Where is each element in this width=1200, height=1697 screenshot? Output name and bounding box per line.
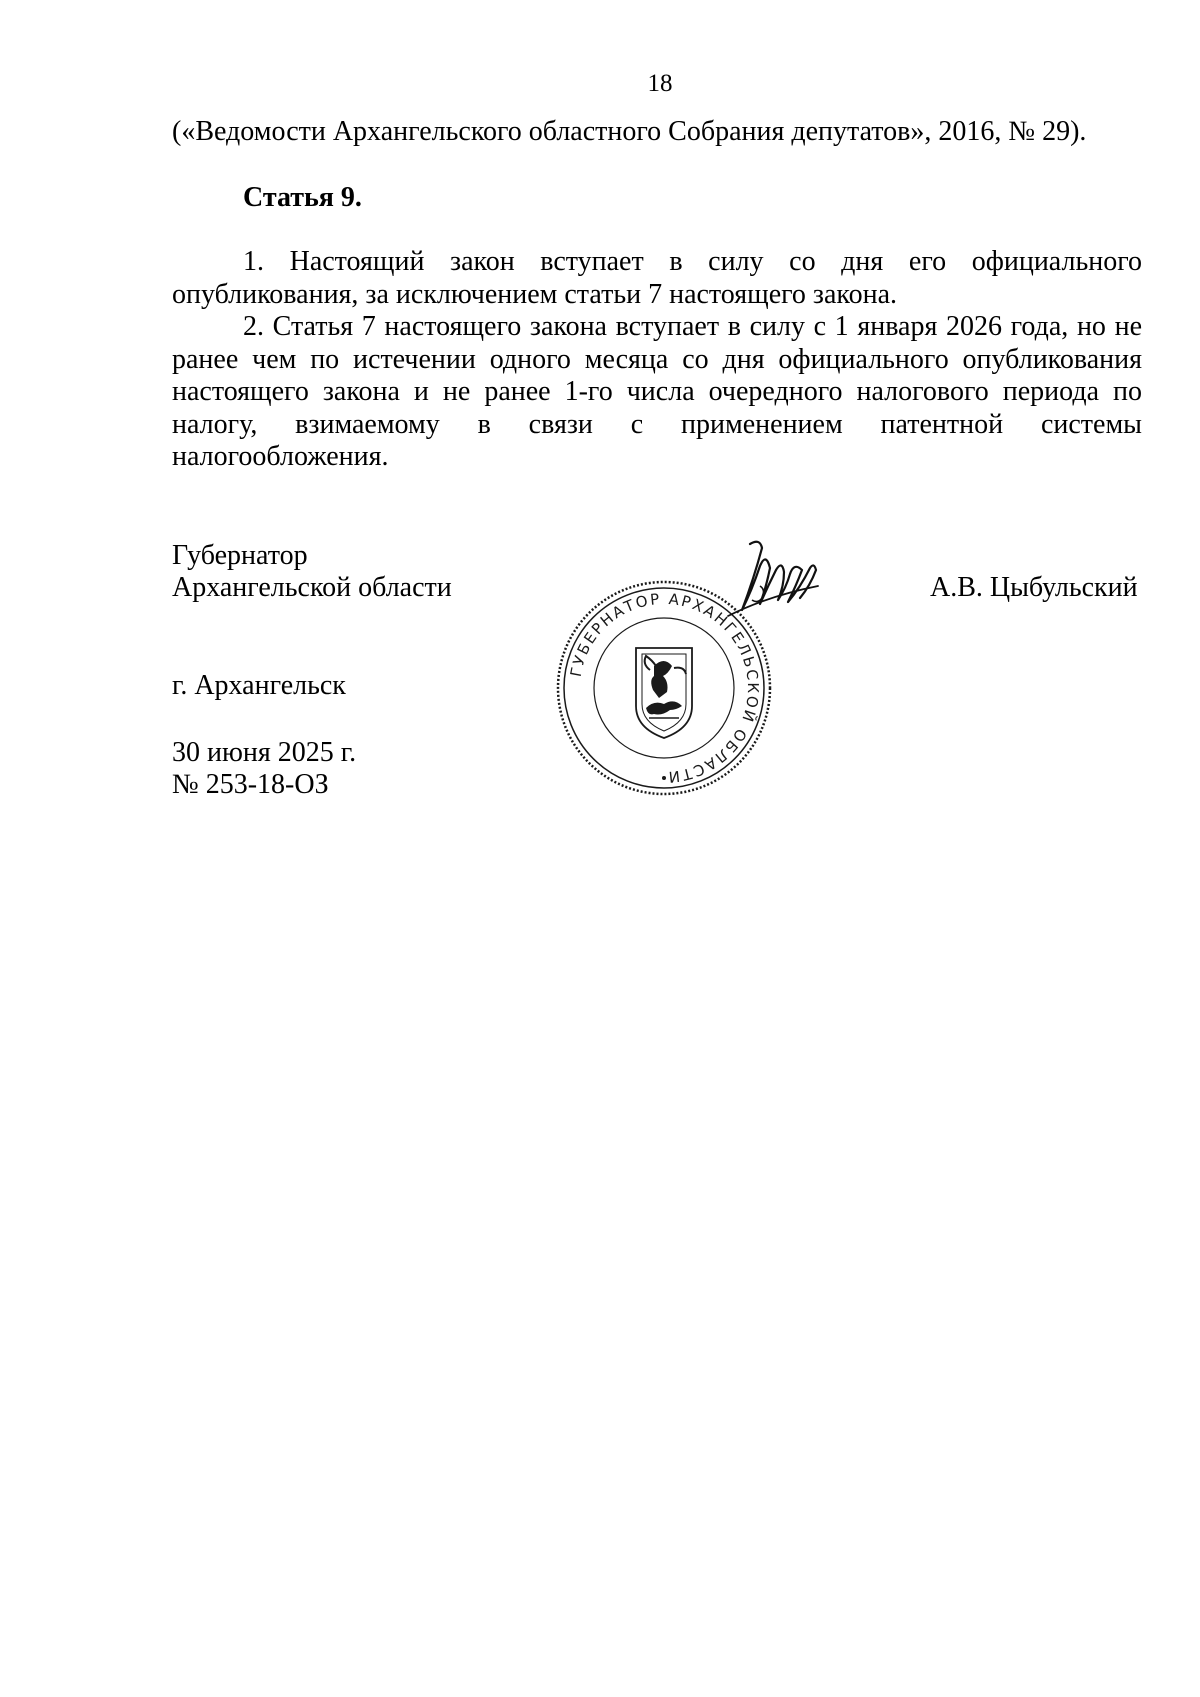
place-of-signing: г. Архангельск bbox=[172, 670, 346, 701]
date-and-number bbox=[172, 737, 356, 801]
article-heading: Статья 9. bbox=[243, 182, 362, 213]
seal-text: ГУБЕРНАТОР АРХАНГЕЛЬСКОЙ ОБЛАСТИ bbox=[566, 589, 763, 787]
paragraph-1: 1. Настоящий закон вступает в силу со дня его официального опубликования, за исключением статьи 7 настоящего закона. bbox=[172, 246, 1142, 310]
page-number: 18 bbox=[647, 70, 673, 97]
signing-date: 30 июня 2025 г. bbox=[172, 737, 357, 768]
source-citation: («Ведомости Архангельского областного Собрания депутатов», 2016, № 29). bbox=[172, 116, 1087, 147]
law-number: № 253-18-ОЗ bbox=[172, 769, 329, 800]
signatory-position-line1: Губернатор bbox=[172, 540, 308, 571]
signatory-position bbox=[172, 540, 452, 604]
handwritten-signature-icon bbox=[720, 536, 850, 646]
signatory-name: А.В. Цыбульский bbox=[930, 572, 1138, 603]
paragraph-2: 2. Статья 7 настоящего закона вступает в силу с 1 января 2026 года, но не ранее чем по истечении одного месяца со дня официального опубликования настоящего закона и не ранее 1-го числа очередного налогового периода по налогу, взимаемому в связи с применением патентной системы налогообложения. bbox=[172, 311, 1142, 472]
signatory-position-line2: Архангельской области bbox=[172, 572, 452, 603]
article-body bbox=[172, 246, 1142, 474]
